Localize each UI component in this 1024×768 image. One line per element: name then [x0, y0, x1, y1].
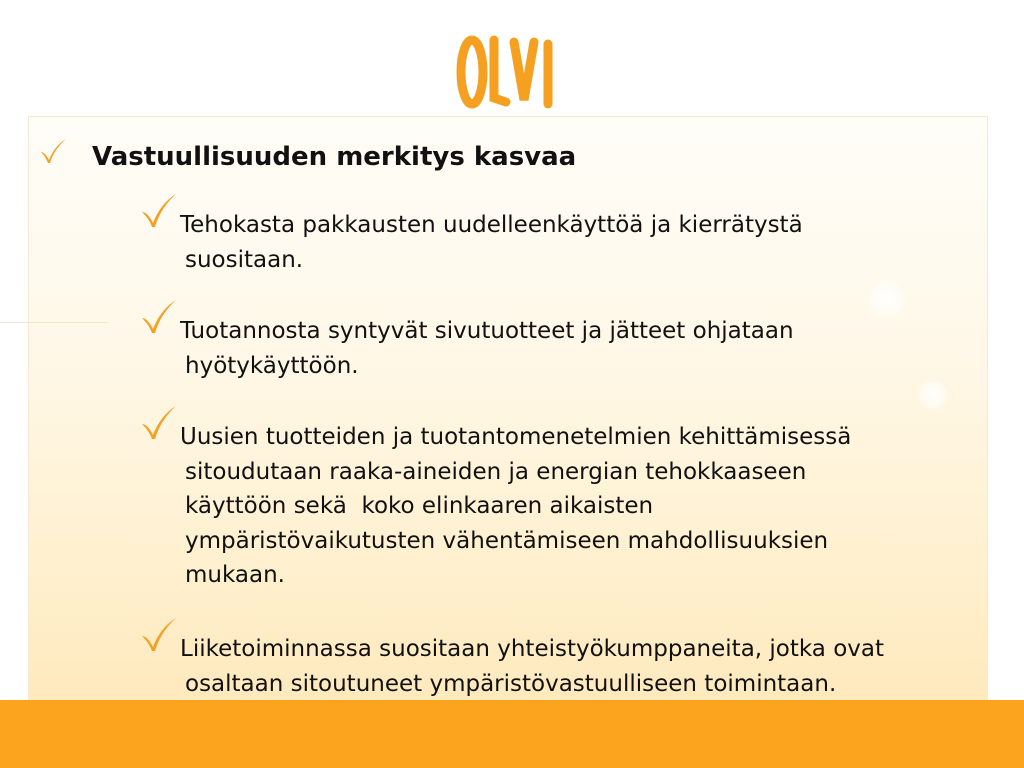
- item-line: Tuotannosta syntyvät sivutuotteet ja jätteet ohjataan: [180, 318, 794, 344]
- list-item: [180, 208, 803, 277]
- item-line: mukaan.: [185, 562, 285, 588]
- check-icon: [140, 404, 178, 442]
- check-icon: [140, 192, 178, 230]
- list-item: [180, 420, 851, 593]
- item-line: sitoudutaan raaka-aineiden ja energian tehokkaaseen: [185, 458, 807, 485]
- item-line: Uusien tuotteiden ja tuotantomenetelmien kehittämisessä: [180, 424, 852, 450]
- item-line: suositaan.: [185, 246, 304, 273]
- decorative-orb: [868, 280, 906, 318]
- olvi-logo: [456, 28, 560, 112]
- item-line: Liiketoiminnassa suositaan yhteistyökumppaneita, jotka ovat: [180, 636, 885, 662]
- check-icon: [140, 616, 178, 654]
- item-line: hyötykäyttöön.: [185, 352, 359, 379]
- section-heading: Vastuullisuuden merkitys kasvaa: [92, 142, 577, 172]
- decorative-orb: [918, 380, 948, 410]
- bottom-accent-bar: [0, 700, 1024, 768]
- item-line: osaltaan sitoutuneet ympäristövastuulliseen toimintaan.: [185, 670, 837, 697]
- list-item: [180, 632, 884, 701]
- list-item: [180, 314, 794, 383]
- divider: [0, 322, 108, 323]
- check-icon: [140, 298, 178, 336]
- check-icon: [38, 136, 68, 166]
- item-line: ympäristövaikutusten vähentämiseen mahdollisuuksien: [185, 527, 829, 554]
- item-line: Tehokasta pakkausten uudelleenkäyttöä ja kierrätystä: [180, 212, 803, 238]
- item-line: käyttöön sekä koko elinkaaren aikaisten: [185, 493, 654, 519]
